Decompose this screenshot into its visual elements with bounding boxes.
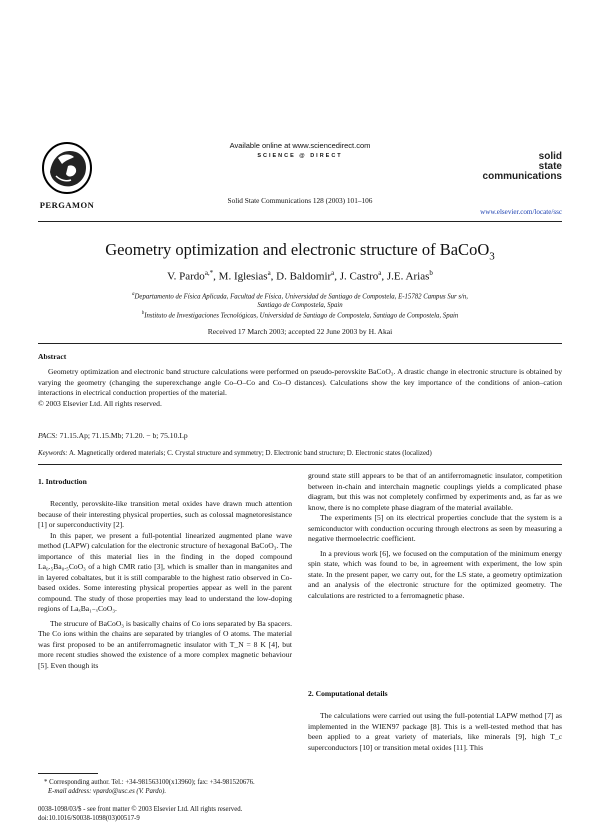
footnote-rule <box>38 773 98 774</box>
journal-brand-line: state <box>538 161 562 172</box>
section-heading-introduction: 1. Introduction <box>38 477 87 486</box>
section-heading-computational: 2. Computational details <box>308 689 388 698</box>
publisher-name: PERGAMON <box>39 200 95 210</box>
available-online-text: Available online at www.sciencedirect.com <box>229 141 371 150</box>
pergamon-emblem-icon <box>38 142 96 194</box>
publisher-logo <box>38 142 96 210</box>
right-column-text: ground state still appears to be that of an antiferromagnetic insulator, competition between in-chain and interchain magnetic couplings yields a complicated phase diagram, but this was not completely confirmed by experiments and, as far as we know, there is no complete phase diagram of the material available. The experiments [5] on its electrical properties conclude that the system is a semiconductor with conduction occuring through electrons as seen by measuring a negative thermoelectric coefficient. In a previous work [6], we focused on the computation of the minimum energy spin state, which was found to be, in agreement with experiment, the low spin state. In the present paper, we carry out, for the LS state, a geometry optimization and an analysis of the electronic structure for the optimized geometry. The calculations are restricted to a ferromagnetic phase. <box>308 471 562 600</box>
journal-brand-line: solid <box>538 151 562 162</box>
abstract-top-rule <box>38 343 562 344</box>
journal-url-link[interactable]: www.elsevier.com/locate/ssc <box>480 208 562 216</box>
left-column-text: Recently, perovskite-like transition metal oxides have drawn much attention because of their interesting physical properties, such as colossal magnetoresistance [1] or superconductivity [2]. In this paper, we present a full-potential linearized augmented plane wave method (LAPW) calculation for the electronic structure of hexagonal BaCoO₃. The importance of this material lies in the finding in the doped compound La₀.₅Ba₀.₅CoO₃ of a high CMR ratio [3], which is smaller than in manganites and in layered cobaltates, but it is still comparable to the highest ratio observed in Co-based oxides. Some interesting physical properties appear as well in the parent compound. The study of those properties may lead to understand the low-doping regions of LaₓBa₁₋ₓCoO₃. The strucure of BaCoO₃ is basically chains of Co ions separated by Ba spacers. The Co ions within the chains are separated by triangles of O atoms. The material was first proposed to be an antiferromagnetic insulator with T_N = 8 K [4], but more recent studies showed the existence of a more complex magnetic behaviour [5]. Even though its <box>38 499 292 670</box>
header-rule <box>38 221 562 222</box>
received-dates: Received 17 March 2003; accepted 22 June 2003 by H. Akai <box>207 327 393 336</box>
footer-doi: doi:10.1016/S0038-1098(03)00517-9 <box>38 815 140 822</box>
author-list: V. Pardo$^{a,*}$, M. Iglesias$^a$, D. Baldomir$^a$, J. Castro$^a$, J.E. Arias$^b$ <box>167 269 433 283</box>
abstract-bottom-rule <box>38 464 562 465</box>
affiliation-a: $^a$Departamento de Física Aplicada, Facultad de Física, Universidad de Santiago de Compostela, E-15782 Campus Sur s/n, Santiago de Compostela, Spain <box>132 292 468 310</box>
footer-issn: 0038-1098/03/$ - see front matter © 2003 Elsevier Ltd. All rights reserved. <box>38 806 243 813</box>
article-title: Geometry optimization and electronic structure of BaCoO$_3$ <box>105 240 495 263</box>
abstract-heading: Abstract <box>38 352 67 361</box>
journal-brand <box>452 152 562 182</box>
footnote: * Corresponding author. Tel.: +34-981563100(x13960); fax: +34-981520676. E-mail address: vpardo@usc.es (V. Pardo). <box>44 779 255 795</box>
keywords-line: Keywords: A. Magnetically ordered materials; C. Crystal structure and symmetry; D. Electronic band structure; D. Electronic states (localized) <box>38 450 432 457</box>
right-column-text-2: The calculations were carried out using the full-potential LAPW method [7] as implemented in the WIEN97 package [8]. This is a well-tested method that has been applied to a great variety of materials, like minerals [9], high T_c superconductors [10] or transition metal oxides [11]. This <box>308 711 562 752</box>
journal-brand-line: communications <box>482 171 562 182</box>
sciencedirect-logo: SCIENCE @ DIRECT <box>257 153 343 159</box>
abstract-text: Geometry optimization and electronic band structure calculations were performed on pseudo-perovskite BaCoO₃. A drastic change in electronic structure is obtained by varying the geometry (changing the superexchange angle Co–O–Co and Co–O distances). Calculations show the key importance of the conditions of anion–cation interactions in electrical conduction properties of the material. © 2003 Elsevier Ltd. All rights reserved. <box>38 367 562 408</box>
journal-reference: Solid State Communications 128 (2003) 101–106 <box>227 196 373 205</box>
pacs-line: PACS: 71.15.Ap; 71.15.Mb; 71.20. − b; 75.10.Lp <box>38 431 188 440</box>
affiliation-b: $^b$Instituto de Investigaciones Tecnológicas, Universidad de Santiago de Compostela, Santiago de Compostela, Spain <box>141 311 459 320</box>
